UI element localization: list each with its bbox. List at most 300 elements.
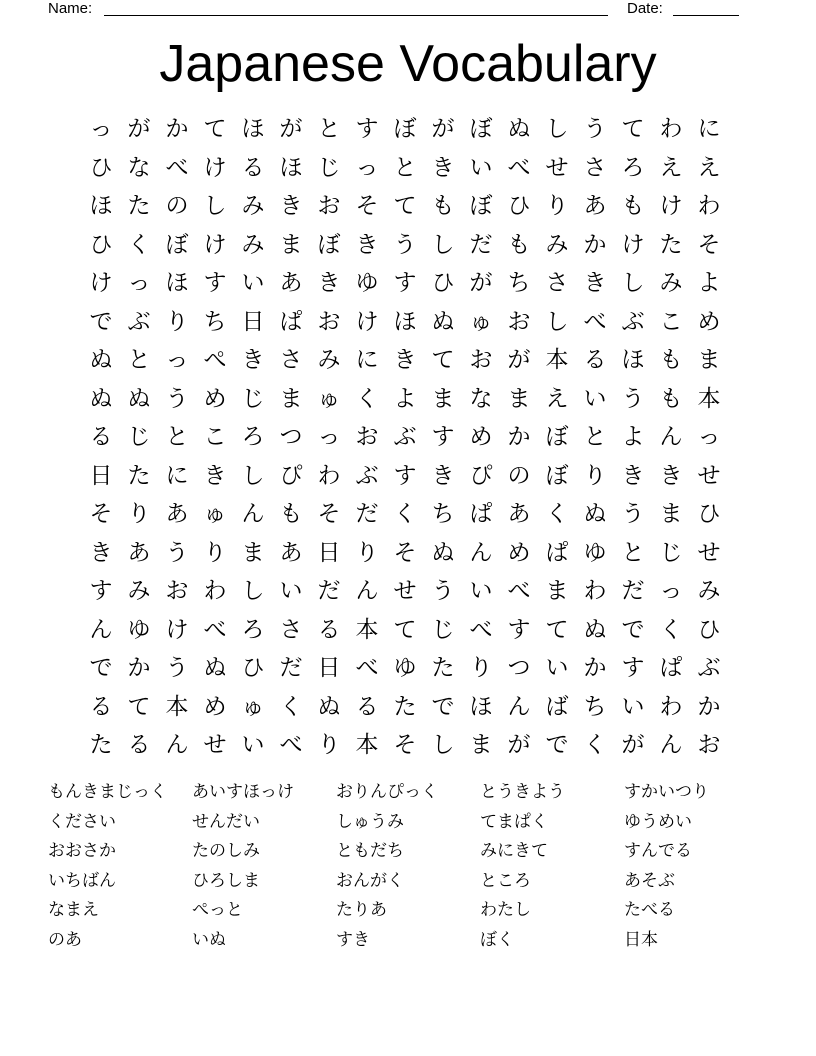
grid-letter: き: [279, 193, 303, 219]
grid-letter: ろ: [621, 154, 645, 181]
grid-letter: る: [317, 616, 341, 643]
grid-letter: み: [241, 231, 265, 258]
grid-letter: っ: [355, 154, 379, 181]
word-list-item: ぺっと: [192, 900, 243, 921]
grid-letter: の: [165, 193, 189, 219]
grid-row: [82, 110, 728, 149]
grid-letter: べ: [203, 616, 227, 643]
grid-letter: 日: [317, 539, 341, 566]
grid-letter: も: [279, 501, 303, 527]
grid-letter: ゅ: [469, 308, 493, 335]
grid-letter: お: [165, 578, 189, 604]
grid-letter: わ: [583, 578, 607, 604]
grid-letter: ん: [659, 424, 683, 450]
grid-letter: も: [507, 231, 531, 258]
grid-letter: べ: [279, 732, 303, 758]
grid-letter: で: [431, 693, 455, 720]
grid-letter: と: [583, 424, 607, 450]
word-list-item: みにきて: [480, 841, 548, 862]
grid-letter: た: [431, 655, 455, 681]
grid-letter: ぺ: [203, 347, 227, 373]
grid-letter: け: [203, 154, 227, 181]
grid-letter: ろ: [241, 616, 265, 643]
grid-letter: て: [393, 193, 417, 219]
grid-letter: ひ: [697, 501, 721, 527]
grid-letter: そ: [317, 501, 341, 527]
grid-letter: ゅ: [317, 385, 341, 412]
grid-letter: で: [89, 655, 113, 681]
grid-letter: わ: [203, 578, 227, 604]
grid-letter: ほ: [89, 193, 113, 219]
grid-letter: た: [127, 193, 151, 219]
grid-letter: で: [89, 308, 113, 335]
grid-letter: う: [393, 231, 417, 258]
grid-letter: ぱ: [279, 308, 303, 335]
grid-letter: す: [393, 270, 417, 296]
grid-letter: つ: [507, 655, 531, 681]
grid-letter: ぼ: [545, 424, 569, 450]
grid-letter: が: [469, 270, 493, 296]
grid-letter: ま: [697, 347, 721, 373]
grid-row: [82, 649, 728, 688]
grid-letter: ぬ: [89, 385, 113, 412]
grid-letter: い: [545, 655, 569, 681]
word-list-row: [48, 896, 768, 926]
grid-letter: り: [355, 539, 379, 566]
grid-letter: ま: [279, 231, 303, 258]
grid-letter: さ: [279, 347, 303, 373]
grid-letter: み: [545, 231, 569, 258]
grid-letter: り: [317, 732, 341, 758]
grid-letter: ま: [469, 732, 493, 758]
grid-letter: あ: [279, 270, 303, 296]
grid-letter: ゆ: [355, 270, 379, 296]
grid-letter: す: [355, 116, 379, 142]
grid-letter: が: [431, 116, 455, 142]
grid-letter: き: [583, 270, 607, 296]
grid-letter: ち: [203, 308, 227, 335]
grid-letter: だ: [279, 655, 303, 681]
grid-letter: ぼ: [317, 231, 341, 258]
grid-letter: ば: [545, 693, 569, 720]
grid-letter: 本: [697, 385, 721, 412]
grid-letter: と: [127, 347, 151, 373]
word-list-item: おりんぴっく: [336, 782, 438, 802]
grid-letter: し: [431, 732, 455, 758]
grid-letter: え: [545, 385, 569, 412]
grid-letter: り: [469, 655, 493, 681]
grid-letter: ぱ: [659, 655, 683, 681]
grid-letter: み: [697, 578, 721, 604]
grid-letter: で: [621, 616, 645, 643]
grid-letter: ぬ: [127, 385, 151, 412]
grid-letter: さ: [279, 616, 303, 643]
grid-letter: と: [393, 154, 417, 181]
grid-letter: わ: [659, 693, 683, 720]
word-list-item: ともだち: [336, 841, 404, 862]
grid-letter: 日: [89, 462, 113, 489]
grid-letter: わ: [697, 193, 721, 219]
word-list-item: ところ: [480, 870, 531, 891]
grid-letter: あ: [583, 193, 607, 219]
word-search-grid: [82, 110, 728, 765]
grid-letter: ん: [469, 539, 493, 566]
grid-row: [82, 611, 728, 650]
grid-letter: ぴ: [469, 462, 493, 489]
grid-letter: ひ: [89, 231, 113, 258]
grid-letter: ぱ: [545, 539, 569, 566]
grid-letter: ぬ: [203, 655, 227, 681]
grid-letter: が: [507, 347, 531, 373]
grid-letter: め: [469, 424, 493, 450]
grid-letter: か: [507, 424, 531, 450]
date-blank-line: [673, 15, 739, 16]
grid-letter: き: [393, 347, 417, 373]
grid-letter: が: [127, 116, 151, 142]
grid-letter: き: [621, 462, 645, 489]
grid-letter: り: [127, 501, 151, 527]
grid-letter: お: [697, 732, 721, 758]
grid-letter: ぴ: [279, 462, 303, 489]
grid-letter: よ: [697, 270, 721, 296]
grid-letter: 本: [545, 347, 569, 373]
grid-letter: せ: [697, 539, 721, 566]
grid-letter: ほ: [241, 116, 265, 142]
grid-letter: も: [621, 193, 645, 219]
grid-letter: べ: [507, 154, 531, 181]
grid-letter: め: [697, 308, 721, 335]
grid-letter: し: [621, 270, 645, 296]
grid-letter: ぶ: [621, 308, 645, 335]
grid-letter: っ: [697, 424, 721, 450]
grid-letter: ぶ: [697, 655, 721, 681]
grid-letter: さ: [545, 270, 569, 296]
grid-row: [82, 303, 728, 342]
grid-letter: ぶ: [127, 308, 151, 335]
grid-letter: こ: [659, 308, 683, 335]
word-list-item: おんがく: [336, 870, 404, 891]
grid-letter: こ: [203, 424, 227, 450]
grid-letter: え: [697, 154, 721, 181]
grid-letter: お: [507, 308, 531, 335]
grid-letter: ぶ: [393, 424, 417, 450]
grid-letter: に: [697, 116, 721, 142]
page-title: Japanese Vocabulary: [159, 35, 657, 93]
grid-letter: ほ: [393, 308, 417, 335]
word-list-item: とうきよう: [480, 782, 565, 802]
grid-letter: っ: [659, 578, 683, 604]
grid-letter: べ: [583, 308, 607, 335]
grid-letter: り: [583, 462, 607, 489]
grid-letter: と: [165, 424, 189, 450]
grid-letter: し: [241, 578, 265, 604]
grid-letter: て: [393, 616, 417, 643]
grid-letter: く: [545, 501, 569, 527]
grid-letter: ひ: [241, 655, 265, 681]
grid-letter: ん: [241, 501, 265, 527]
word-list-item: しゅうみ: [336, 811, 404, 832]
word-list-item: あいすほっけ: [192, 782, 294, 802]
grid-letter: せ: [545, 154, 569, 181]
grid-letter: あ: [279, 539, 303, 566]
grid-letter: い: [583, 385, 607, 412]
grid-letter: み: [659, 270, 683, 296]
grid-letter: ま: [431, 385, 455, 412]
grid-letter: ん: [507, 693, 531, 720]
word-list-item: いちばん: [48, 870, 116, 891]
grid-letter: ぶ: [355, 462, 379, 489]
grid-letter: き: [355, 231, 379, 258]
grid-letter: く: [583, 732, 607, 758]
grid-letter: る: [355, 693, 379, 720]
grid-letter: き: [431, 154, 455, 181]
grid-letter: た: [89, 732, 113, 758]
grid-letter: な: [127, 154, 151, 181]
grid-letter: と: [621, 539, 645, 566]
date-label: Date:: [627, 0, 663, 17]
grid-letter: ほ: [621, 347, 645, 373]
grid-letter: ま: [659, 501, 683, 527]
grid-letter: け: [659, 193, 683, 219]
grid-letter: な: [469, 385, 493, 412]
grid-letter: に: [165, 462, 189, 489]
grid-letter: 本: [355, 732, 379, 758]
grid-letter: く: [127, 231, 151, 258]
grid-letter: か: [165, 116, 189, 142]
grid-letter: う: [583, 116, 607, 142]
grid-letter: あ: [165, 501, 189, 527]
word-list-row: [48, 867, 768, 897]
word-list-row: [48, 808, 768, 838]
grid-letter: り: [203, 539, 227, 566]
grid-letter: か: [583, 231, 607, 258]
grid-letter: り: [165, 308, 189, 335]
grid-letter: し: [545, 116, 569, 142]
grid-letter: つ: [279, 424, 303, 450]
grid-letter: そ: [355, 193, 379, 219]
grid-letter: け: [89, 270, 113, 296]
grid-letter: し: [431, 231, 455, 258]
grid-letter: そ: [393, 732, 417, 758]
grid-letter: る: [241, 154, 265, 181]
grid-letter: て: [203, 116, 227, 142]
grid-letter: え: [659, 154, 683, 181]
grid-letter: い: [469, 154, 493, 181]
grid-letter: ま: [545, 578, 569, 604]
word-list-item: なまえ: [48, 900, 99, 921]
word-list-row: [48, 778, 768, 808]
grid-letter: わ: [317, 462, 341, 489]
grid-letter: が: [621, 732, 645, 758]
grid-letter: ひ: [507, 193, 531, 219]
grid-letter: そ: [697, 231, 721, 258]
grid-row: [82, 264, 728, 303]
grid-row: [82, 726, 728, 765]
grid-letter: う: [165, 385, 189, 412]
grid-letter: み: [317, 347, 341, 373]
grid-letter: が: [279, 116, 303, 142]
grid-letter: い: [621, 693, 645, 720]
grid-letter: ゅ: [203, 501, 227, 527]
grid-letter: せ: [203, 732, 227, 758]
grid-letter: き: [203, 462, 227, 489]
grid-letter: ひ: [431, 270, 455, 296]
grid-letter: ぼ: [545, 462, 569, 489]
grid-letter: が: [507, 732, 531, 758]
grid-letter: い: [469, 578, 493, 604]
grid-letter: も: [659, 385, 683, 412]
grid-letter: け: [165, 616, 189, 643]
grid-letter: ゅ: [241, 693, 265, 720]
grid-letter: わ: [659, 116, 683, 142]
word-list-item: すんでる: [624, 841, 692, 862]
grid-letter: べ: [507, 578, 531, 604]
grid-letter: ち: [507, 270, 531, 296]
grid-letter: の: [507, 462, 531, 489]
grid-letter: る: [89, 424, 113, 450]
grid-letter: た: [127, 462, 151, 489]
grid-row: [82, 418, 728, 457]
grid-letter: も: [659, 347, 683, 373]
grid-letter: い: [279, 578, 303, 604]
grid-letter: け: [203, 231, 227, 258]
grid-letter: ぼ: [469, 116, 493, 142]
name-label: Name:: [48, 0, 93, 17]
grid-row: [82, 534, 728, 573]
grid-letter: み: [127, 578, 151, 604]
grid-letter: て: [431, 347, 455, 373]
grid-letter: た: [659, 231, 683, 258]
grid-letter: き: [89, 539, 113, 566]
grid-letter: ん: [165, 732, 189, 758]
grid-letter: る: [583, 347, 607, 373]
word-list-item: いぬ: [192, 929, 226, 950]
grid-letter: か: [697, 693, 721, 720]
grid-letter: す: [621, 655, 645, 681]
grid-letter: に: [355, 347, 379, 373]
grid-letter: か: [583, 655, 607, 681]
grid-letter: ん: [659, 732, 683, 758]
grid-letter: め: [203, 693, 227, 720]
word-list-item: てまぱく: [480, 811, 548, 832]
word-list-item: おおさか: [48, 841, 116, 862]
grid-letter: み: [241, 193, 265, 219]
grid-letter: あ: [127, 539, 151, 566]
grid-row: [82, 341, 728, 380]
grid-letter: ま: [507, 385, 531, 412]
grid-row: [82, 226, 728, 265]
grid-letter: せ: [697, 462, 721, 489]
grid-letter: ん: [355, 578, 379, 604]
grid-letter: お: [355, 424, 379, 450]
grid-letter: う: [165, 539, 189, 566]
word-list-item: すかいつり: [624, 782, 709, 802]
word-list-item: ぼく: [480, 929, 514, 950]
grid-letter: ま: [241, 539, 265, 566]
grid-letter: す: [203, 270, 227, 296]
grid-letter: し: [203, 193, 227, 219]
grid-letter: 本: [165, 693, 189, 720]
grid-letter: お: [317, 193, 341, 219]
grid-row: [82, 572, 728, 611]
grid-letter: ぼ: [393, 116, 417, 142]
grid-row: [82, 688, 728, 727]
word-list-item: あそぶ: [624, 870, 675, 891]
grid-letter: る: [89, 693, 113, 720]
word-list-item: たべる: [624, 900, 675, 921]
word-list-row: [48, 926, 768, 956]
grid-letter: っ: [317, 424, 341, 450]
grid-letter: て: [545, 616, 569, 643]
grid-letter: そ: [89, 501, 113, 527]
grid-letter: ゆ: [127, 616, 151, 643]
grid-letter: ひ: [89, 154, 113, 181]
grid-letter: い: [241, 270, 265, 296]
grid-letter: て: [127, 693, 151, 720]
grid-letter: ぬ: [431, 539, 455, 566]
grid-letter: ち: [431, 501, 455, 527]
grid-letter: ほ: [165, 270, 189, 296]
grid-letter: と: [317, 116, 341, 142]
grid-letter: り: [545, 193, 569, 219]
grid-letter: じ: [241, 385, 265, 412]
grid-letter: ぬ: [89, 347, 113, 373]
grid-letter: う: [621, 501, 645, 527]
grid-letter: だ: [355, 501, 379, 527]
grid-letter: じ: [317, 154, 341, 181]
word-list-item: ください: [48, 811, 116, 832]
grid-letter: ゆ: [393, 655, 417, 681]
grid-letter: も: [431, 193, 455, 219]
word-list-row: [48, 837, 768, 867]
grid-letter: め: [203, 385, 227, 412]
word-list: [48, 778, 768, 956]
grid-letter: あ: [507, 501, 531, 527]
grid-row: [82, 380, 728, 419]
grid-letter: か: [127, 655, 151, 681]
grid-letter: だ: [317, 578, 341, 604]
grid-letter: す: [89, 578, 113, 604]
grid-letter: る: [127, 732, 151, 758]
grid-row: [82, 149, 728, 188]
grid-letter: べ: [469, 616, 493, 643]
grid-row: [82, 457, 728, 496]
grid-letter: よ: [393, 385, 417, 412]
grid-letter: ほ: [279, 154, 303, 181]
grid-letter: う: [431, 578, 455, 604]
grid-letter: て: [621, 116, 645, 142]
grid-letter: ぼ: [469, 193, 493, 219]
grid-letter: け: [621, 231, 645, 258]
grid-letter: ん: [89, 616, 113, 643]
grid-letter: だ: [469, 231, 493, 258]
grid-letter: で: [545, 732, 569, 758]
grid-letter: っ: [89, 116, 113, 142]
name-blank-line: [104, 15, 608, 16]
grid-row: [82, 495, 728, 534]
grid-letter: ぼ: [165, 231, 189, 258]
grid-letter: う: [165, 655, 189, 681]
grid-letter: ぬ: [583, 616, 607, 643]
word-list-item: ひろしま: [192, 870, 260, 891]
grid-letter: ま: [279, 385, 303, 412]
grid-letter: す: [393, 462, 417, 489]
grid-letter: だ: [621, 578, 645, 604]
grid-letter: っ: [127, 270, 151, 296]
grid-letter: ぬ: [583, 501, 607, 527]
word-list-item: たのしみ: [192, 841, 260, 862]
grid-letter: ぬ: [431, 308, 455, 335]
